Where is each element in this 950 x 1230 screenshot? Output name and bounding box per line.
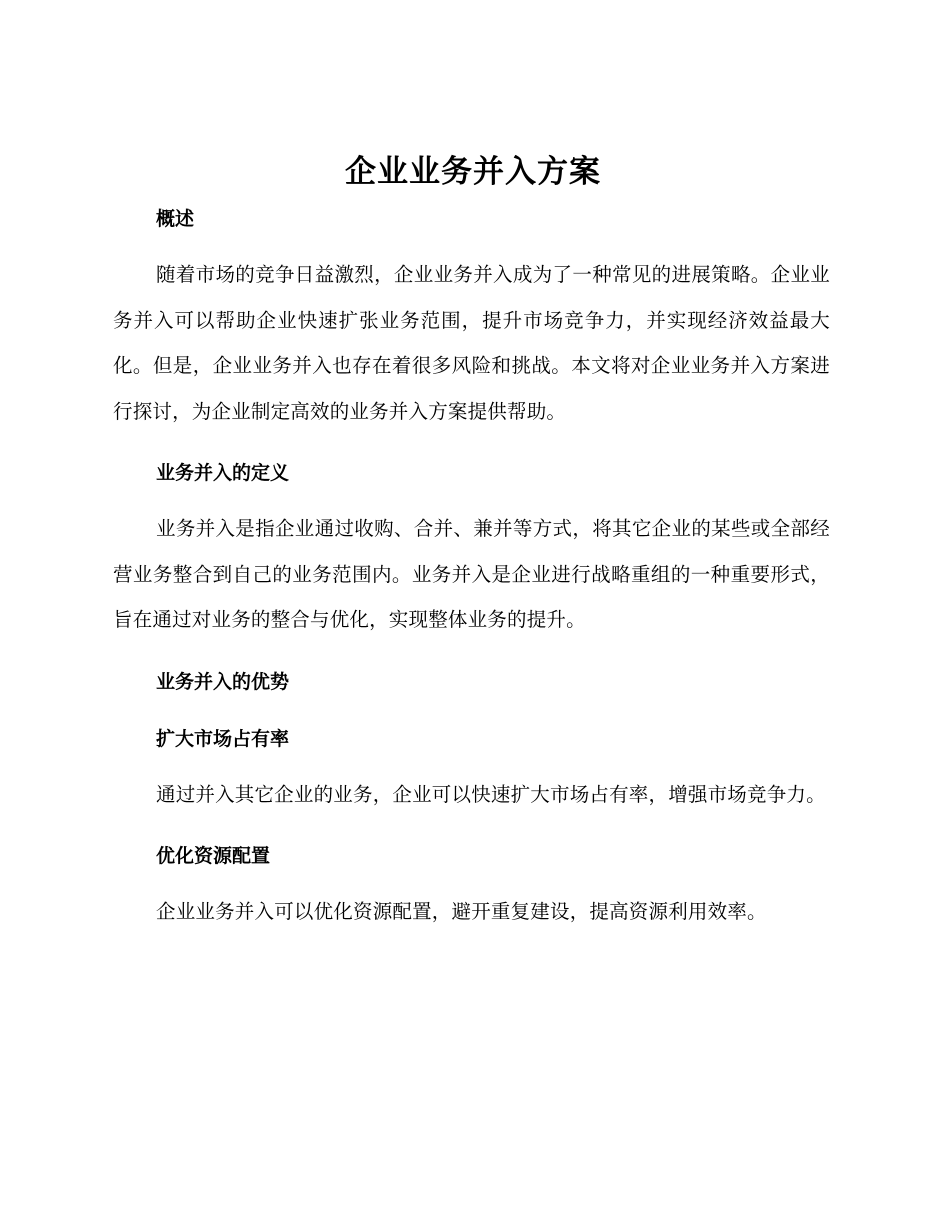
paragraph-overview: 随着市场的竞争日益激烈，企业业务并入成为了一种常见的进展策略。企业业务并入可以帮助企业快速扩张业务范围，提升市场竞争力，并实现经济效益最大化。但是，企业业务并入也存在着很多风险和挑战。本文将对企业业务并入方案进行探讨，为企业制定高效的业务并入方案提供帮助。 xyxy=(113,263,830,423)
section-heading-advantages: 业务并入的优势 xyxy=(156,670,290,693)
section-heading-definition: 业务并入的定义 xyxy=(156,462,290,484)
section-heading-market-share: 扩大市场占有率 xyxy=(156,727,290,750)
document-title: 企业业务并入方案 xyxy=(345,154,601,190)
paragraph-market-share: 通过并入其它企业的业务，企业可以快速扩大市场占有率，增强市场竞争力。 xyxy=(156,782,826,806)
paragraph-resource-allocation: 企业业务并入可以优化资源配置，避开重复建设，提高资源利用效率。 xyxy=(156,900,767,923)
section-heading-resource-allocation: 优化资源配置 xyxy=(156,845,271,867)
section-heading-overview: 概述 xyxy=(156,208,195,230)
paragraph-definition: 业务并入是指企业通过收购、合并、兼并等方式，将其它企业的某些或全部经营业务整合到自己的业务范围内。业务并入是企业进行战略重组的一种重要形式，旨在通过对业务的整合与优化，实现整体业务的提升。 xyxy=(113,517,830,631)
